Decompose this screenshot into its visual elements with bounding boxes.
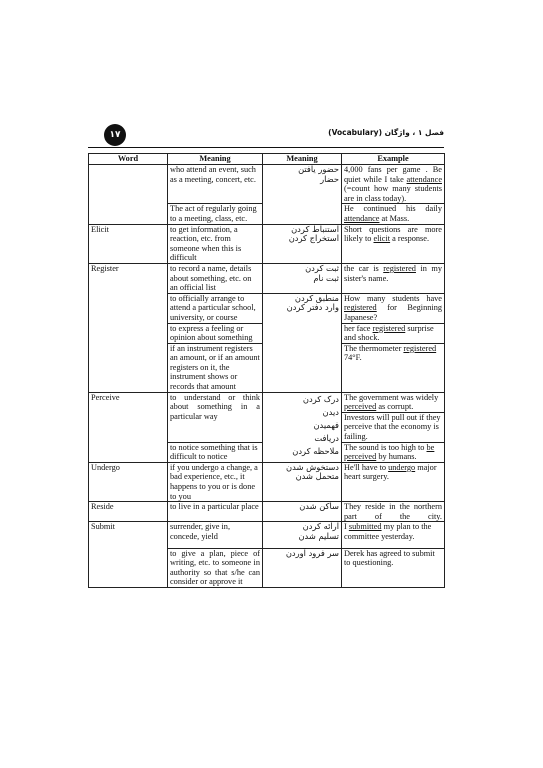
persian-meaning-cell: ثبت کردن ثبت نام xyxy=(263,263,342,293)
meaning-cell: to get information, a reaction, etc. from someone when this is difficult xyxy=(168,224,263,263)
page-header xyxy=(88,122,444,148)
column-header-meaning-en: Meaning xyxy=(168,154,263,165)
word-cell xyxy=(89,165,168,225)
meaning-cell: who attend an event, such as a meeting, concert, etc. xyxy=(168,165,263,204)
example-cell: Derek has agreed to submit to questioning. xyxy=(342,548,445,587)
column-header-meaning-fa: Meaning xyxy=(263,154,342,165)
example-cell: The government was widely perceived as corrupt. Investors will pull out if they perceive that the economy is failing. xyxy=(342,392,445,442)
word-cell: Submit xyxy=(89,522,168,588)
meaning-cell: to express a feeling or opinion about something xyxy=(168,323,263,343)
persian-meaning-cell: استنباط کردن استخراج کردن xyxy=(263,224,342,263)
page-number-badge: ١٧ xyxy=(104,124,126,146)
example-cell: the car is registered in my sister's name. xyxy=(342,263,445,293)
meaning-cell: to officially arrange to attend a particular school, university, or course xyxy=(168,293,263,323)
persian-meaning-cell: ارائه کردن تسليم شدن xyxy=(263,522,342,548)
column-header-word: Word xyxy=(89,154,168,165)
example-cell: The thermometer registered 74°F. xyxy=(342,343,445,392)
meaning-cell: to understand or think about something in a particular way xyxy=(168,392,263,442)
meaning-cell: to live in a particular place xyxy=(168,502,263,522)
example-cell: He continued his daily attendance at Mass. xyxy=(342,204,445,224)
example-cell: He'll have to undergo major heart surgery. xyxy=(342,462,445,501)
table-row xyxy=(89,502,445,522)
example-cell: The sound is too high to be perceived by humans. xyxy=(342,442,445,462)
meaning-cell: The act of regularly going to a meeting, class, etc. xyxy=(168,204,263,224)
example-cell: 4,000 fans per game . Be quiet while I take attendance (=count how many students are in class today). xyxy=(342,165,445,204)
column-header-example: Example xyxy=(342,154,445,165)
persian-meaning-cell: دستخوش شدن متحمل شدن xyxy=(263,462,342,501)
meaning-cell: to record a name, details about something, etc. on an official list xyxy=(168,263,263,293)
table-row xyxy=(89,522,445,548)
table-header-row xyxy=(89,154,445,165)
persian-meaning-cell: ساکن شدن xyxy=(263,502,342,522)
table-row xyxy=(89,263,445,293)
meaning-cell: if an instrument registers an amount, or if an amount registers on it, the instrument shows or records that amount xyxy=(168,343,263,392)
vocabulary-table xyxy=(88,153,445,588)
table-row xyxy=(89,165,445,204)
meaning-cell: to give a plan, piece of writing, etc. to someone in authority so that s/he can consider or approve it xyxy=(168,548,263,587)
meaning-cell: surrender, give in, concede, yield xyxy=(168,522,263,548)
word-cell: Perceive xyxy=(89,392,168,462)
example-cell: How many students have registered for Beginning Japanese? xyxy=(342,293,445,323)
table-row xyxy=(89,462,445,501)
persian-meaning-cell: منطبق کردن وارد دفتر کردن xyxy=(263,293,342,392)
table-row xyxy=(89,392,445,442)
persian-meaning-cell: درک کردن ديدن فهميدن دريافت ملاحظه کردن xyxy=(263,392,342,462)
example-cell: They reside in the northern part of the city. xyxy=(342,502,445,522)
example-cell: her face registered surprise and shock. xyxy=(342,323,445,343)
persian-meaning-cell: سر فرود آوردن xyxy=(263,548,342,587)
chapter-title: فصل ۱ ، واژگان (Vocabulary) xyxy=(328,128,444,137)
header-rule xyxy=(88,147,444,148)
example-cell: I submitted my plan to the committee yesterday. xyxy=(342,522,445,548)
meaning-cell: if you undergo a change, a bad experience, etc., it happens to you or is done to you xyxy=(168,462,263,501)
word-cell: Reside xyxy=(89,502,168,522)
persian-meaning-cell: حضور يافتن حضار xyxy=(263,165,342,225)
word-cell: Elicit xyxy=(89,224,168,263)
meaning-cell: to notice something that is difficult to notice xyxy=(168,442,263,462)
word-cell: Register xyxy=(89,263,168,392)
word-cell: Undergo xyxy=(89,462,168,501)
table-row xyxy=(89,224,445,263)
example-cell: Short questions are more likely to elicit a response. xyxy=(342,224,445,263)
